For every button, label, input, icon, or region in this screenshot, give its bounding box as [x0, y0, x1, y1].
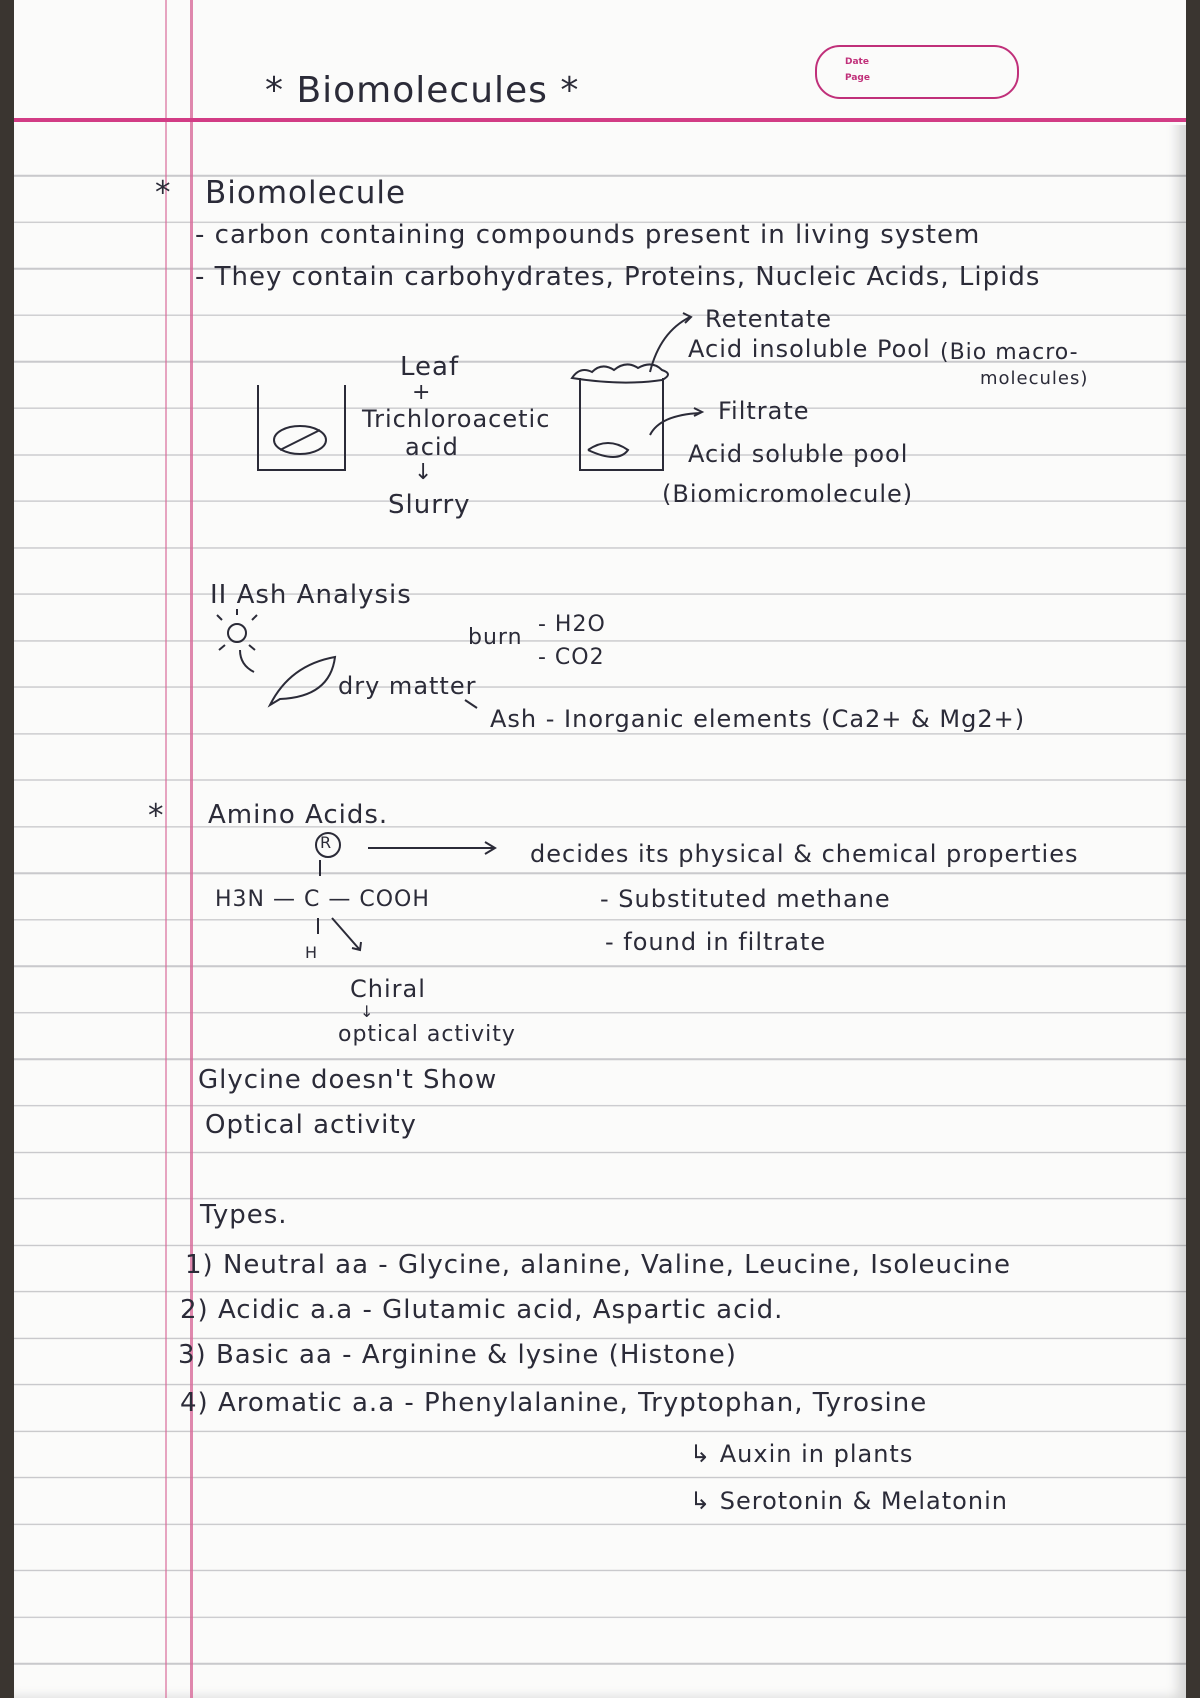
amino-formula: H3N — C — COOH: [215, 887, 430, 912]
arrow-down-icon: ↓: [414, 460, 434, 485]
h2o-label: - H2O: [538, 612, 606, 637]
note-line: - carbon containing compounds present in living system: [195, 220, 981, 250]
note-line: - They contain carbohydrates, Proteins, Nucleic Acids, Lipids: [195, 262, 1041, 292]
leaf-icon: [270, 657, 335, 705]
retentate-label: Retentate: [705, 305, 833, 333]
arrow-icon: [368, 842, 495, 854]
bullet: *: [155, 175, 172, 211]
dry-matter-label: dry matter: [338, 672, 477, 700]
note-line: Optical activity: [205, 1110, 417, 1140]
soluble-pool-label: Acid soluble pool: [688, 440, 909, 468]
list-item: 2) Acidic a.a - Glutamic acid, Aspartic acid.: [180, 1295, 784, 1325]
ash-result: Ash - Inorganic elements (Ca2+ & Mg2+): [490, 705, 1026, 733]
page-title: * Biomolecules *: [265, 70, 580, 111]
r-group-description: decides its physical & chemical properties: [530, 840, 1079, 868]
filtrate-label: Filtrate: [718, 397, 810, 425]
date-label: Date: [845, 57, 869, 67]
section-heading: Biomolecule: [205, 175, 407, 211]
section-heading: II Ash Analysis: [210, 580, 412, 610]
reagent-label: acid: [405, 433, 459, 461]
sub-item: ↳ Auxin in plants: [690, 1440, 914, 1468]
co2-label: - CO2: [538, 645, 605, 670]
list-item: 1) Neutral aa - Glycine, alanine, Valine, Leucine, Isoleucine: [185, 1250, 1012, 1280]
reagent-label: Trichloroacetic: [362, 405, 551, 433]
list-item: 3) Basic aa - Arginine & lysine (Histone): [178, 1340, 737, 1370]
section-heading: Amino Acids.: [208, 800, 389, 830]
slurry-label: Slurry: [388, 490, 471, 520]
arrow-icon: [332, 918, 361, 950]
arrow-down-icon: ↓: [360, 1002, 375, 1021]
r-group-label: R: [320, 833, 333, 852]
macro-label: (Bio macro-: [940, 340, 1079, 365]
types-heading: Types.: [200, 1200, 288, 1230]
retentate-icon: [572, 364, 668, 382]
note-line: Glycine doesn't Show: [198, 1065, 498, 1095]
macro-label: molecules): [980, 368, 1089, 389]
note-line: - Substituted methane: [600, 885, 891, 913]
filtrate-icon: [588, 443, 628, 457]
burn-label: burn: [468, 625, 523, 650]
beaker-icon: [258, 385, 345, 470]
note-line: - found in filtrate: [605, 928, 827, 956]
sub-item: ↳ Serotonin & Melatonin: [690, 1487, 1008, 1515]
leaf-label: Leaf: [400, 352, 460, 382]
plus-sign: +: [412, 380, 432, 405]
bullet: *: [148, 798, 165, 834]
chiral-label: Chiral: [350, 975, 426, 1003]
sun-icon: [228, 624, 246, 642]
micro-label: (Biomicromolecule): [662, 480, 914, 508]
page-label: Page: [845, 73, 870, 83]
insoluble-pool-label: Acid insoluble Pool: [688, 335, 931, 363]
optical-activity-label: optical activity: [338, 1022, 516, 1047]
hydrogen-label: H: [305, 943, 319, 962]
list-item: 4) Aromatic a.a - Phenylalanine, Tryptophan, Tyrosine: [180, 1388, 928, 1418]
